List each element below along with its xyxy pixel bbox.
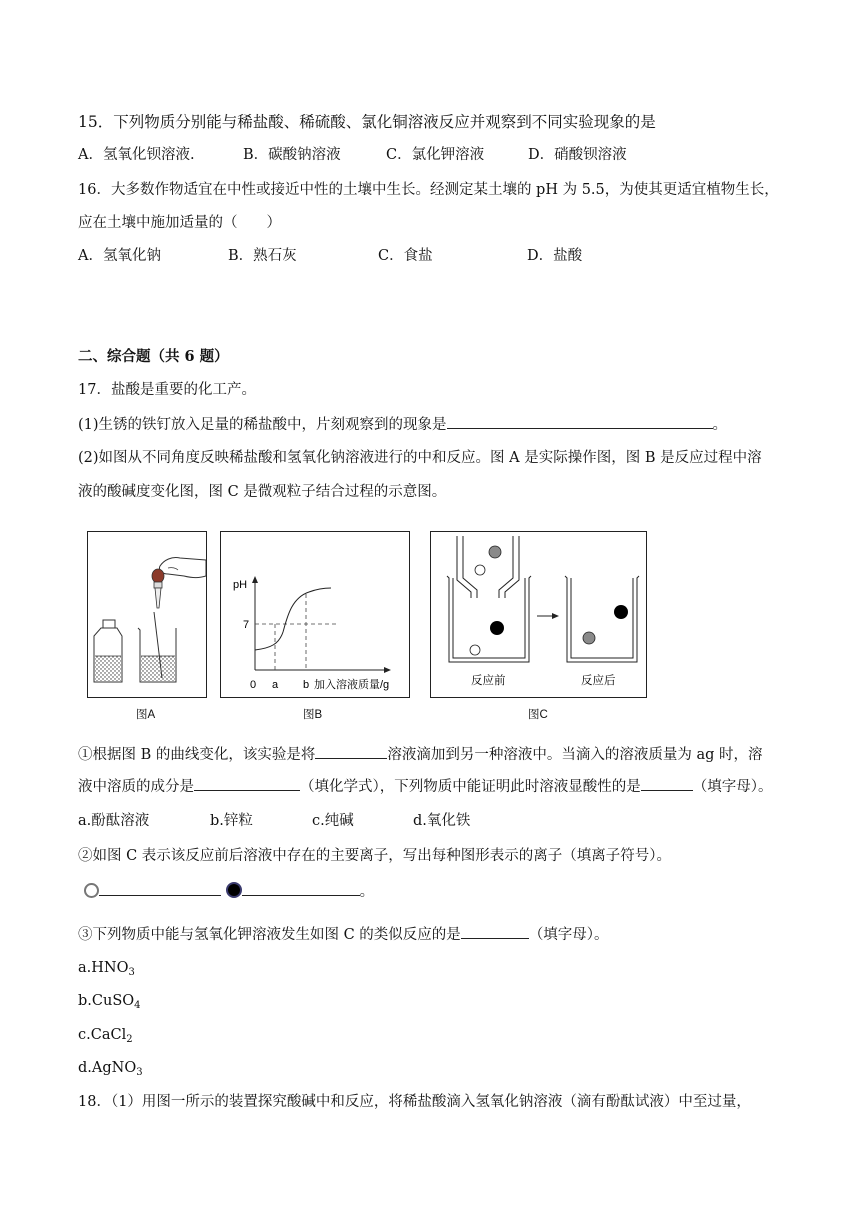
formula-subscript: 4 bbox=[134, 1000, 141, 1011]
particle-white bbox=[470, 645, 480, 655]
q18-line1: 18．（1）用图一所示的装置探究酸碱中和反应，将稀盐酸滴入氢氧化钠溶液（滴有酚酞试液）中至过量， bbox=[78, 1094, 751, 1110]
q17-part1-text: (1)生锈的铁钉放入足量的稀盐酸中，片刻观察到的现象是 bbox=[78, 417, 447, 433]
formula: b.CuSO bbox=[78, 993, 135, 1009]
formula: c.CaCl bbox=[78, 1027, 127, 1043]
black-ion-icon bbox=[226, 882, 242, 898]
particle-gray bbox=[489, 546, 501, 558]
y-axis-label: pH bbox=[233, 579, 248, 591]
tick-a: a bbox=[272, 679, 279, 691]
q16-option-a: A．氢氧化钠 bbox=[78, 248, 161, 264]
q17-sub2-answers bbox=[84, 881, 374, 902]
figure-b bbox=[220, 531, 410, 698]
q15-stem: 15．下列物质分别能与稀盐酸、稀硫酸、氯化铜溶液反应并观察到不同实验现象的是 bbox=[78, 113, 656, 131]
formula: d.AgNO bbox=[78, 1060, 137, 1076]
figure-a-caption: 图A bbox=[136, 709, 156, 721]
formula-subscript: 2 bbox=[126, 1034, 133, 1045]
particle-white bbox=[475, 565, 485, 575]
section-heading: 二、综合题（共 6 题） bbox=[78, 348, 229, 365]
q17-sub1-text: （填化学式），下列物质中能证明此时溶液显酸性的是 bbox=[300, 779, 641, 795]
q17-sub3-text: ③下列物质中能与氢氧化钾溶液发生如图 C 的类似反应的是 bbox=[78, 927, 461, 943]
particle-gray bbox=[583, 632, 595, 644]
q17-sub1-line1 bbox=[78, 744, 763, 765]
tick-b: b bbox=[303, 679, 310, 691]
q17-sub1-text: ①根据图 B 的曲线变化，该实验是将 bbox=[78, 747, 316, 763]
answer-blank[interactable] bbox=[641, 776, 693, 791]
q17-part2-line1: (2)如图从不同角度反映稀盐酸和氢氧化钠溶液进行的中和反应。图 A 是实际操作图，图 B 是反应过程中溶 bbox=[78, 450, 762, 466]
q17-sub3-option-c bbox=[78, 1025, 133, 1045]
answer-blank[interactable] bbox=[315, 744, 387, 759]
q17-sub3-option-a bbox=[78, 958, 135, 978]
q17-sub1-option-a: a.酚酞溶液 bbox=[78, 813, 150, 829]
q15-option-a: A．氢氧化钡溶液. bbox=[78, 147, 195, 163]
q17-sub2-end: 。 bbox=[359, 884, 375, 900]
q17-stem: 17．盐酸是重要的化工产。 bbox=[78, 382, 256, 398]
tick-0: 0 bbox=[250, 679, 257, 691]
figure-c-caption: 图C bbox=[528, 709, 548, 721]
q17-sub2: ②如图 C 表示该反应前后溶液中存在的主要离子，写出每种图形表示的离子（填离子符号）。 bbox=[78, 848, 672, 864]
q17-sub3-option-d bbox=[78, 1058, 143, 1078]
q17-sub1-line2 bbox=[78, 776, 773, 797]
q17-sub1-option-c: c.纯碱 bbox=[312, 813, 354, 829]
beaker-dropper-illustration bbox=[88, 532, 206, 697]
q17-part1 bbox=[78, 414, 727, 435]
label-after: 反应后 bbox=[581, 675, 616, 687]
answer-blank[interactable] bbox=[447, 414, 713, 429]
formula-subscript: 3 bbox=[136, 1067, 143, 1078]
x-axis-label: 加入溶液质量/g bbox=[314, 679, 390, 691]
ph-curve bbox=[255, 588, 331, 650]
q15-option-b: B．碳酸钠溶液 bbox=[243, 147, 341, 163]
q17-sub1-text: 溶液滴加到另一种溶液中。当滴入的溶液质量为 ag 时，溶 bbox=[387, 747, 763, 763]
formula-subscript: 3 bbox=[128, 967, 135, 978]
answer-blank[interactable] bbox=[99, 881, 221, 896]
figure-a bbox=[87, 531, 207, 698]
answer-blank[interactable] bbox=[242, 881, 360, 896]
q16-option-b: B．熟石灰 bbox=[228, 248, 297, 264]
q17-sub1-text: （填字母）。 bbox=[692, 779, 773, 795]
figure-b-caption: 图B bbox=[303, 709, 323, 721]
q17-part2-line2: 液的酸碱度变化图，图 C 是微观粒子结合过程的示意图。 bbox=[78, 484, 447, 500]
q17-sub3-text: （填字母）。 bbox=[528, 927, 609, 943]
q17-sub1-text: 液中溶质的成分是 bbox=[78, 779, 194, 795]
ph-curve-graph bbox=[221, 532, 409, 697]
answer-blank[interactable] bbox=[461, 924, 529, 939]
micro-particle-diagram bbox=[431, 532, 646, 697]
q17-part1-end: 。 bbox=[712, 417, 728, 433]
q17-sub1-option-d: d.氧化铁 bbox=[413, 813, 471, 829]
tick-7: 7 bbox=[243, 619, 250, 631]
answer-blank[interactable] bbox=[194, 776, 300, 791]
figure-c bbox=[430, 531, 647, 698]
q16-option-d: D．盐酸 bbox=[527, 248, 583, 264]
q16-stem-line2: 应在土壤中施加适量的（ ） bbox=[78, 215, 281, 231]
particle-black bbox=[614, 605, 628, 619]
particle-black bbox=[490, 621, 504, 635]
q15-option-d: D．硝酸钡溶液 bbox=[528, 147, 627, 163]
formula: a.HNO bbox=[78, 960, 129, 976]
q15-option-c: C．氯化钾溶液 bbox=[386, 147, 485, 163]
white-ion-icon bbox=[84, 883, 99, 898]
q16-option-c: C．食盐 bbox=[378, 248, 433, 264]
q17-sub1-option-b: b.锌粒 bbox=[210, 813, 253, 829]
q17-sub3 bbox=[78, 924, 609, 945]
q17-sub3-option-b bbox=[78, 991, 141, 1011]
label-before: 反应前 bbox=[471, 675, 506, 687]
q16-stem-line1: 16．大多数作物适宜在中性或接近中性的土壤中生长。经测定某土壤的 pH 为 5.5，为使其更适宜植物生长， bbox=[78, 182, 779, 198]
